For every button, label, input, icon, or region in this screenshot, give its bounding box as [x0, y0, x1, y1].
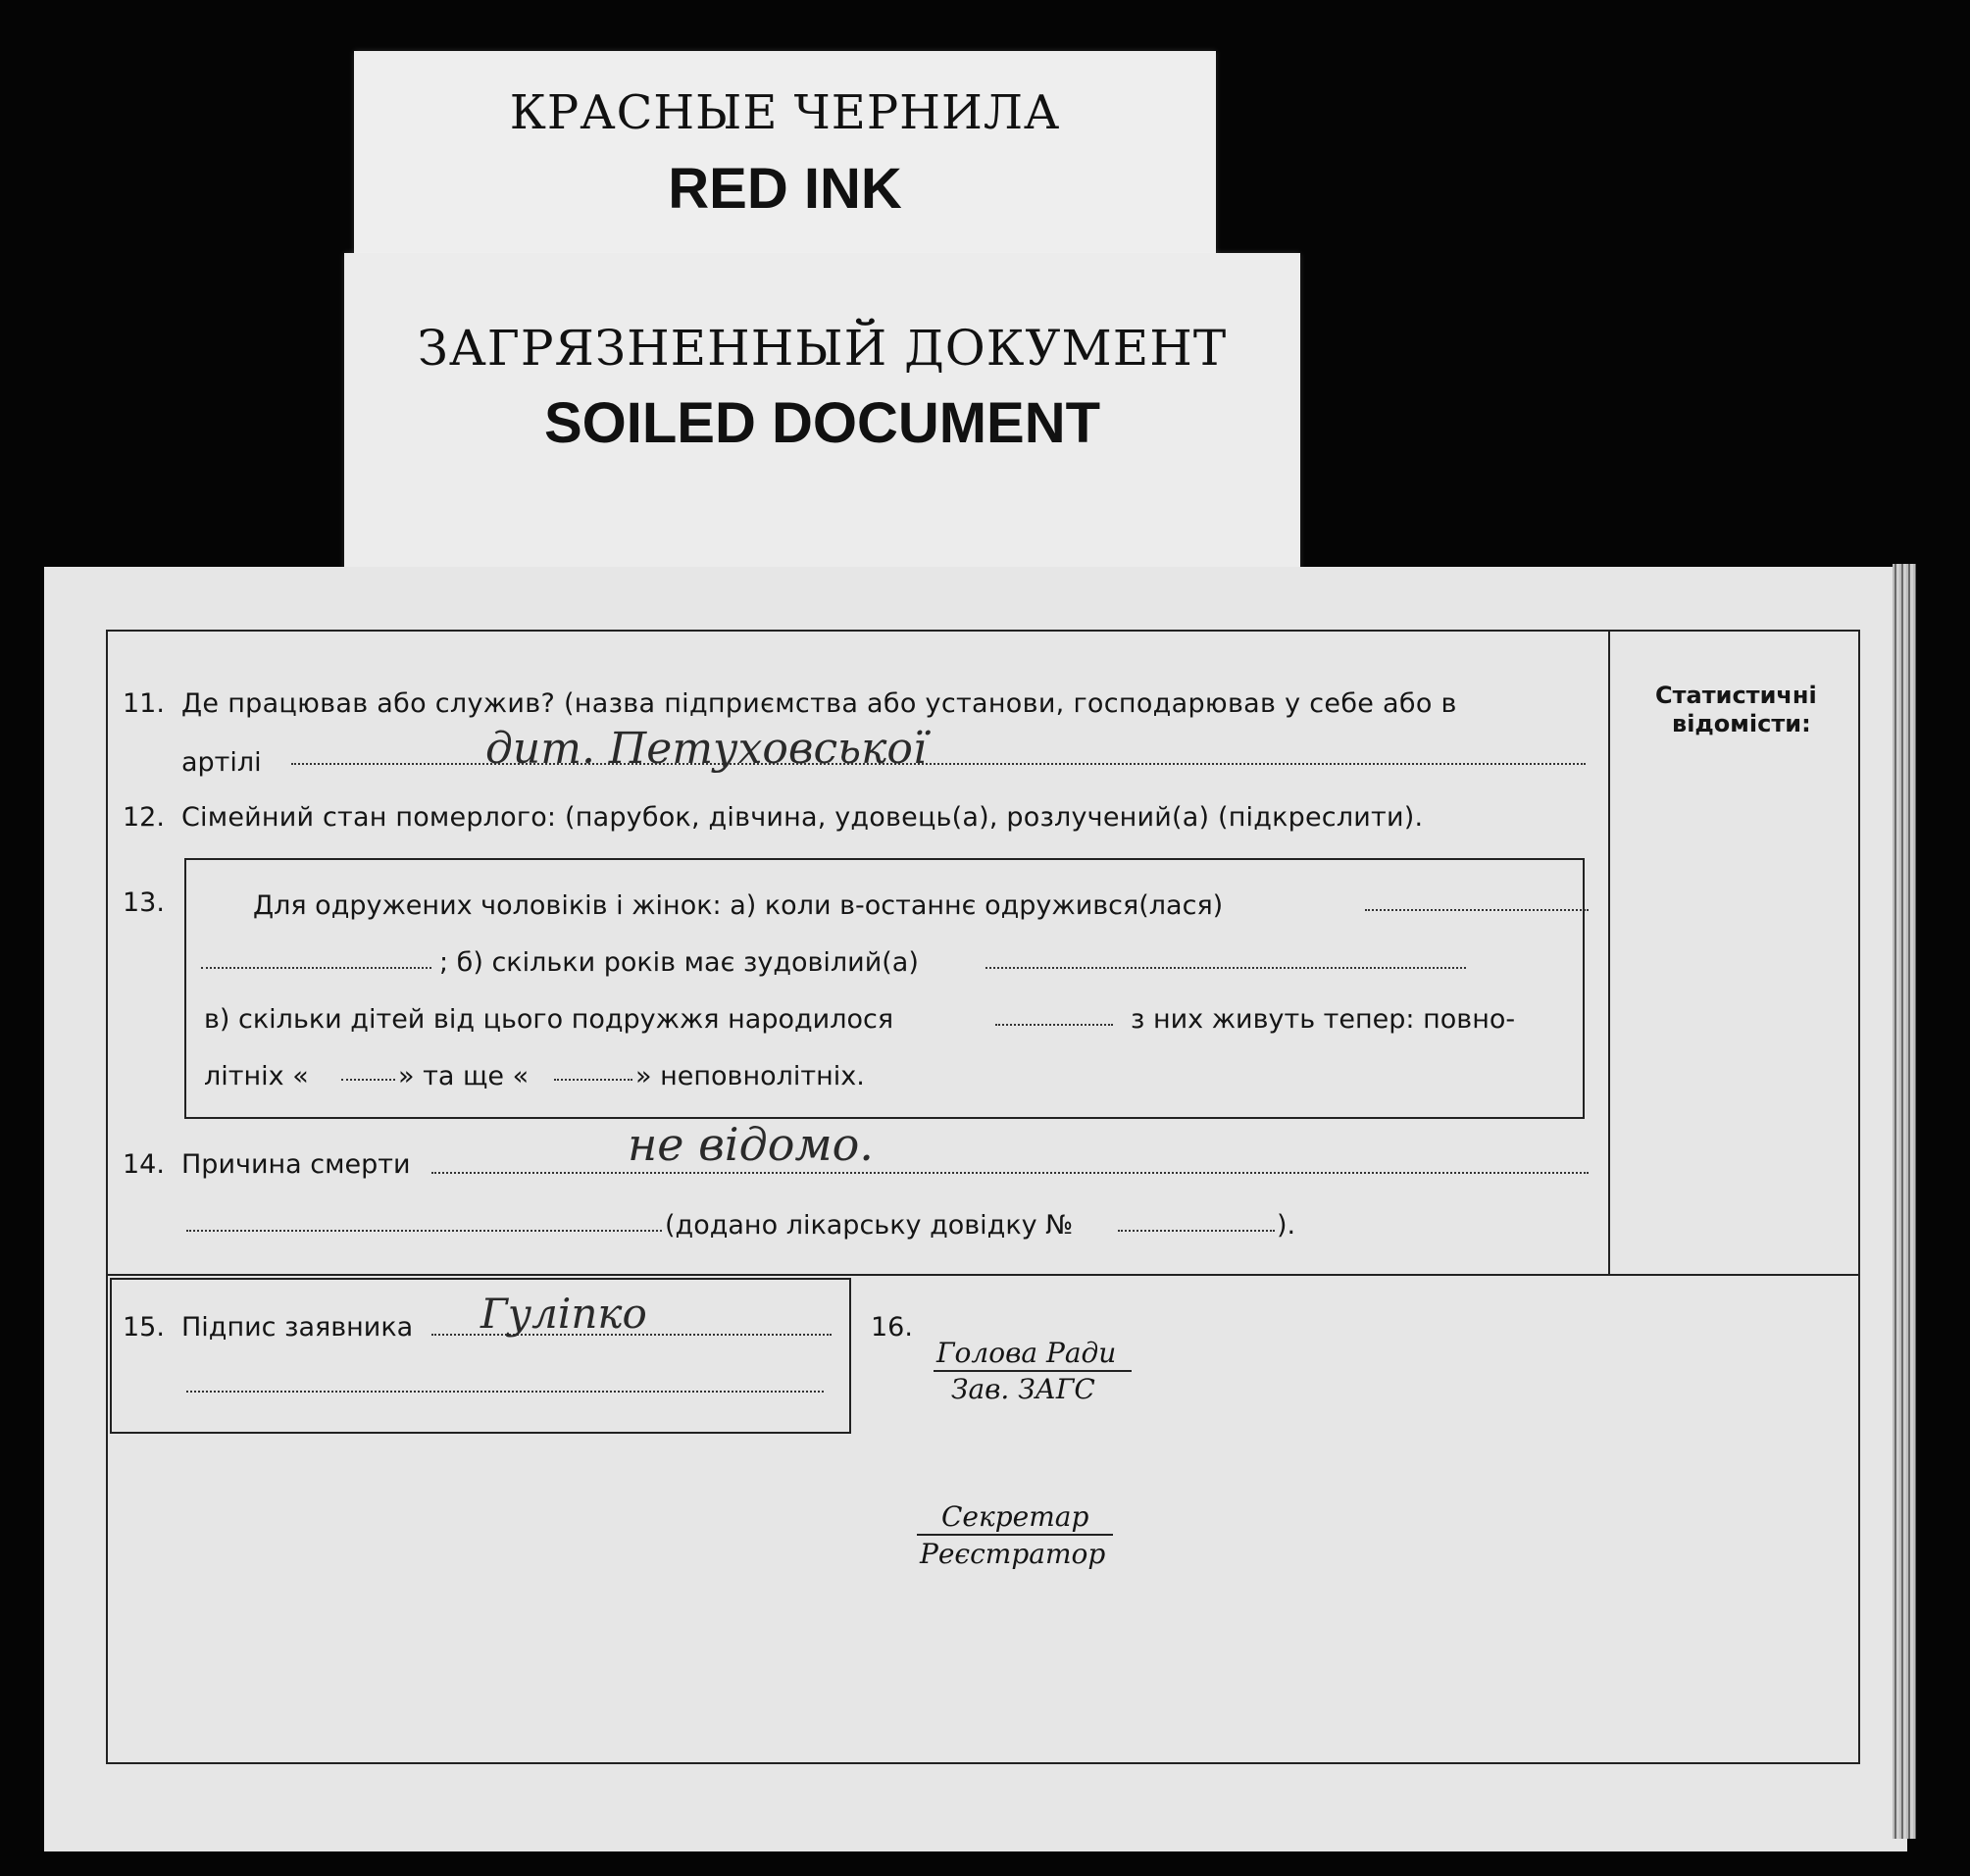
q16-number: 16. [871, 1312, 913, 1343]
head-signature-divider [934, 1370, 1132, 1372]
q13-married-date-line [1365, 909, 1589, 911]
red-ink-slip [354, 51, 1216, 265]
q14-cont-line [186, 1230, 662, 1232]
registrar-label: Реєстратор [920, 1538, 1106, 1570]
q11-artil-label: артілі [181, 747, 262, 778]
q13-years-line [985, 967, 1466, 969]
q14-handwritten-answer: не відомо. [628, 1118, 874, 1171]
q13-line-4b: » та ще « [398, 1061, 530, 1091]
soiled-label-ru: ЗАГРЯЗНЕННЫЙ ДОКУМЕНТ [417, 320, 1228, 377]
q13-date-cont-line [201, 967, 431, 969]
q11-number: 11. [123, 688, 165, 719]
q13-line-1: Для одружених чоловіків і жінок: а) коли в-останнє одружився(лася) [253, 890, 1224, 921]
q14-note: (додано лікарську довідку № [665, 1210, 1074, 1241]
soiled-document-slip [344, 253, 1300, 586]
head-of-council-label: Голова Ради [936, 1337, 1117, 1369]
q15-cont-line [186, 1391, 824, 1393]
q15-label: Підпис заявника [181, 1312, 414, 1343]
q13-children-line [995, 1024, 1113, 1026]
q11-handwritten-answer: дит. Петуховської [485, 724, 927, 774]
zags-head-label: Зав. ЗАГС [951, 1373, 1095, 1405]
secretary-divider [917, 1534, 1113, 1536]
q13-line-2: ; б) скільки років має зудовілий(а) [439, 947, 919, 978]
q15-handwritten-signature: Гуліпко [480, 1290, 647, 1338]
red-ink-label-en: RED INK [668, 157, 902, 221]
q15-number: 15. [123, 1312, 165, 1343]
q14-answer-line [431, 1172, 1589, 1174]
q12-number: 12. [123, 802, 165, 833]
red-ink-label-ru: КРАСНЫЕ ЧЕРНИЛА [509, 85, 1061, 140]
q13-minor-line [554, 1079, 632, 1081]
q13-number: 13. [123, 887, 165, 918]
q13-adult-line [341, 1079, 395, 1081]
q11-question: Де працював або служив? (назва підприємства або установи, господарював у себе або в [181, 688, 1457, 719]
q13-line-4c: » неповнолітніх. [635, 1061, 865, 1091]
q14-number: 14. [123, 1149, 165, 1180]
q13-line-3a: в) скільки дітей від цього подружжя народилося [204, 1004, 894, 1035]
q12-question: Сімейний стан померлого: (парубок, дівчина, удовець(а), розлучений(а) (підкреслити). [181, 802, 1424, 833]
stat-label-2: відомісти: [1672, 710, 1811, 737]
stat-label-1: Статистичні [1655, 682, 1817, 709]
q13-line-3b: з них живуть тепер: повно- [1131, 1004, 1516, 1035]
q13-line-4a: літніх « [204, 1061, 309, 1091]
q14-cert-number-line [1118, 1230, 1275, 1232]
soiled-label-en: SOILED DOCUMENT [543, 391, 1101, 455]
secretary-label: Секретар [941, 1500, 1089, 1533]
q14-note-close: ). [1277, 1210, 1296, 1241]
q14-label: Причина смерти [181, 1149, 411, 1180]
card-stack-edge [1893, 564, 1916, 1839]
